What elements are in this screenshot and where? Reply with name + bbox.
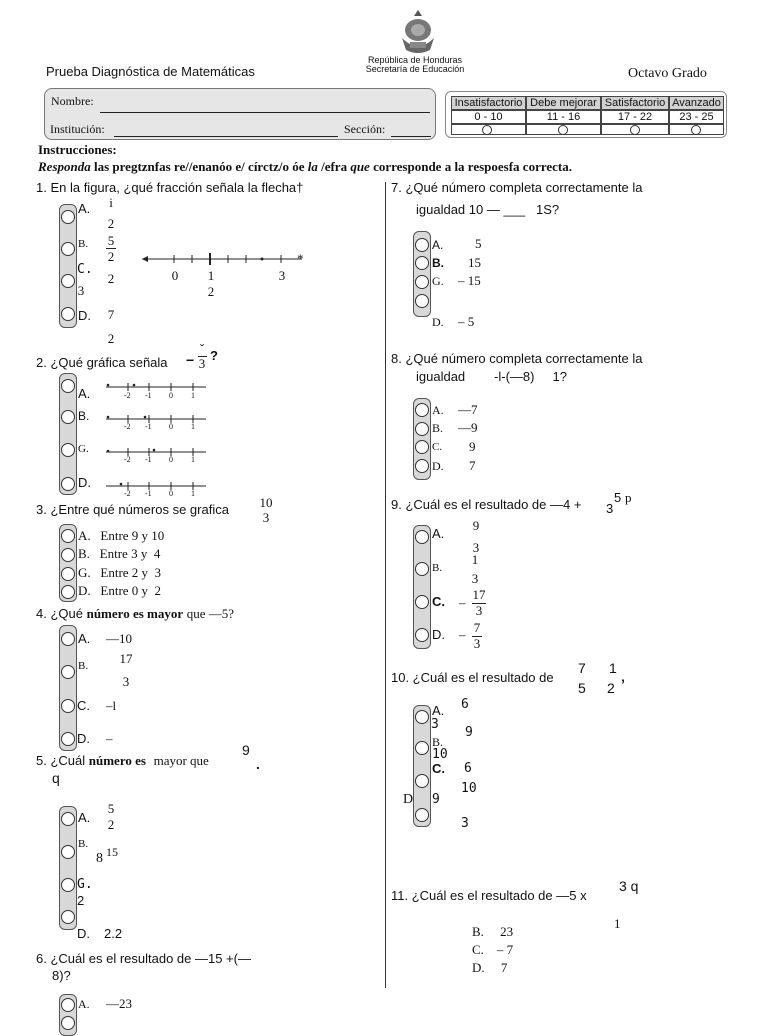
q3-option-b-bubble[interactable] xyxy=(61,548,75,562)
q7-option-b-text: 15 xyxy=(468,255,481,270)
q1-option-a-num: i xyxy=(109,195,113,210)
q1-option-a-label: A. xyxy=(78,201,91,216)
q9-option-d-num: 7 xyxy=(473,620,481,635)
q3-option-a-bubble[interactable] xyxy=(61,529,75,543)
q8-option-c-bubble[interactable] xyxy=(415,440,429,454)
tick-label: -1 xyxy=(145,422,152,431)
q2-option-a-bubble[interactable] xyxy=(61,379,75,393)
q4-option-b-num: 17 xyxy=(119,651,133,666)
score-range: 17 - 22 xyxy=(601,110,669,124)
score-range: 11 - 16 xyxy=(526,110,601,124)
q10-option-b-den: 10 xyxy=(432,747,448,762)
q5-frac-num: 9 xyxy=(242,742,250,758)
tick-label: 0 xyxy=(169,422,173,431)
tick-label: -1 xyxy=(145,391,152,400)
q1-axis-2: 2 xyxy=(207,284,215,299)
instructions-title: Instrucciones: xyxy=(38,142,117,157)
q9-option-a-bubble[interactable] xyxy=(415,530,429,544)
q5-option-a-num: 5 xyxy=(107,801,115,816)
q8-option-d-label: D. xyxy=(432,459,444,473)
q5-option-c-label: G. xyxy=(77,877,93,892)
q10-option-a-den: 3 xyxy=(431,717,439,732)
tick-label: -2 xyxy=(124,489,131,498)
score-bubble[interactable] xyxy=(558,125,568,135)
option-text: Entre 2 y 3 xyxy=(100,565,162,580)
q2-frac-num: ˇ xyxy=(199,341,205,356)
q4-option-b-label: B. xyxy=(78,660,89,672)
q1-option-c-num: 3 xyxy=(77,283,85,298)
q3-frac-num: 10 xyxy=(259,495,273,510)
tick-label: 1 xyxy=(191,489,195,498)
q2-frac-end: ? xyxy=(210,348,218,363)
q9-option-c-label: C. xyxy=(432,594,445,609)
q1-number-line xyxy=(138,252,308,266)
q7-line2: igualdad 10 — ___ 1S? xyxy=(416,202,560,217)
q5-prefix: 5. ¿Cuál xyxy=(36,753,86,768)
q7-option-a-bubble[interactable] xyxy=(415,238,429,252)
q5-option-d-text: 2.2 xyxy=(104,926,123,941)
name-field[interactable] xyxy=(100,112,430,113)
column-divider xyxy=(385,182,386,988)
q2-option-b-label: B. xyxy=(78,409,90,423)
q1-option-b-num: 5 xyxy=(107,233,115,248)
q10-option-d-label: D xyxy=(403,792,414,807)
q9-frac-num: 5 xyxy=(614,490,622,505)
q3-frac-den: 3 xyxy=(262,510,270,525)
q10-option-a-num: 6 xyxy=(461,697,469,712)
q8-option-c-text: 9 xyxy=(469,439,476,454)
q10-frac1-den: 5 xyxy=(578,680,586,696)
q4-bold: número es mayor xyxy=(86,606,184,621)
q8-option-d-text: 7 xyxy=(469,458,476,473)
q2-option-d-bubble[interactable] xyxy=(61,477,75,491)
tick-label: 0 xyxy=(169,455,173,464)
ministry-text: Secretaría de Educación xyxy=(365,64,465,74)
q3-text: 3. ¿Entre qué números se grafica xyxy=(36,502,229,517)
q9-option-b-num: 1 xyxy=(471,552,479,567)
q2-option-c-label: G. xyxy=(78,443,89,455)
section-label: Sección: xyxy=(344,122,386,136)
q2-option-d-label: D. xyxy=(78,475,91,490)
q10-option-c-den: 10 xyxy=(461,781,477,796)
q4-prefix: 4. ¿Qué xyxy=(36,606,83,621)
q2-frac-sign: − xyxy=(186,352,195,368)
q10-option-d-num: 9 xyxy=(432,792,440,807)
q5-option-c-text: 2 xyxy=(77,893,85,908)
q4-option-b-den: 3 xyxy=(122,674,130,689)
q8-option-b-bubble[interactable] xyxy=(415,422,429,436)
option-text: Entre 9 y 10 xyxy=(100,528,165,543)
exam-title: Prueba Diagnóstica de Matemáticas xyxy=(46,64,255,79)
q5-frac-dot: . xyxy=(256,756,260,772)
q10-option-c-bubble[interactable] xyxy=(415,774,429,788)
q1-text: 1. En la figura, ¿qué fracción señala la flecha† xyxy=(36,180,304,195)
q8-option-b-text: —9 xyxy=(458,420,478,435)
option-label: G. xyxy=(78,565,91,580)
q1-axis-1: 1 xyxy=(207,268,215,283)
q10-comma: ’ xyxy=(621,676,625,692)
q10-option-b-num: 9 xyxy=(465,725,473,740)
q4-option-b-bubble[interactable] xyxy=(61,665,75,679)
q9-option-d-den: 3 xyxy=(473,636,481,651)
q3-option-c xyxy=(78,565,161,581)
instructions-verb: Responda xyxy=(38,159,91,174)
q5-suffix: mayor que xyxy=(153,753,209,768)
q10-option-a-bubble[interactable] xyxy=(415,710,429,724)
instructions-que: que xyxy=(350,159,370,174)
q9-option-d-sign: – xyxy=(459,627,466,642)
q6-line1: 6. ¿Cuál es el resultado de —15 +(— xyxy=(36,951,251,966)
q8-option-a-text: —7 xyxy=(458,402,478,417)
q5-option-b-bubble[interactable] xyxy=(61,845,75,859)
q1-option-d-label: D. xyxy=(78,308,91,323)
q1-axis-star: * xyxy=(297,251,304,266)
q1-option-c-label: C. xyxy=(77,262,93,277)
q7-option-c-label: G. xyxy=(432,274,444,288)
q10-option-d-den: 3 xyxy=(461,816,469,831)
instructions-part-b: /efra xyxy=(321,159,348,174)
q1-option-b-den: 2 xyxy=(107,249,115,264)
q8-option-a-label: A. xyxy=(432,403,444,417)
q4-text xyxy=(36,606,234,622)
tick-label: 0 xyxy=(169,489,173,498)
q5-option-b-text: 8 xyxy=(96,851,103,866)
q10-option-c-label: C. xyxy=(432,761,445,776)
score-bubble[interactable] xyxy=(630,125,640,135)
institution-label: Institución: xyxy=(50,122,105,136)
q5-option-b-sup: 15 xyxy=(106,845,118,859)
q7-option-d-text: – 5 xyxy=(458,314,475,329)
q2-option-c-bubble[interactable] xyxy=(61,443,75,457)
q9-option-d-bubble[interactable] xyxy=(415,628,429,642)
tick-label: -2 xyxy=(124,422,131,431)
q7-option-d-label: D. xyxy=(432,315,444,329)
q9-option-b-label: B. xyxy=(432,562,443,574)
institution-field[interactable] xyxy=(114,136,338,137)
q1-option-c-den: 2 xyxy=(107,271,115,286)
q9-frac-den: 3 xyxy=(606,501,614,516)
q6-line2: 8)? xyxy=(52,968,71,983)
q10-option-b-label: B. xyxy=(432,735,444,749)
option-label: B. xyxy=(78,546,90,561)
q2-option-b-bubble[interactable] xyxy=(61,410,75,424)
q4-option-d-label: D. xyxy=(77,731,90,746)
q4-option-a-text: —10 xyxy=(106,631,132,646)
q2-frac-den: 3 xyxy=(198,356,206,371)
q1-option-a-bubble[interactable] xyxy=(61,210,75,224)
q10-option-d-bubble[interactable] xyxy=(415,808,429,822)
q5-bold: número es xyxy=(88,753,146,768)
option-label: D. xyxy=(78,583,91,598)
score-range: 0 - 10 xyxy=(451,110,526,124)
option-label: D. xyxy=(472,960,485,975)
q1-option-b-label: B. xyxy=(78,238,89,250)
instructions-text xyxy=(38,159,572,175)
q5-option-c-bubble[interactable] xyxy=(61,878,75,892)
q2-option-a-label: A. xyxy=(78,386,91,401)
score-bubble[interactable] xyxy=(691,125,701,135)
q9-option-c-bubble[interactable] xyxy=(415,595,429,609)
republic-text: República de Honduras xyxy=(367,55,463,65)
q3-option-b xyxy=(78,546,160,562)
score-level-label: Satisfactorio xyxy=(601,96,669,110)
tick-label: 1 xyxy=(191,391,195,400)
q8-line1: 8. ¿Qué número completa correctamente la xyxy=(391,351,643,366)
q1-option-a-den: 2 xyxy=(107,216,115,231)
q3-option-d-bubble[interactable] xyxy=(61,585,75,599)
q9-option-c-den: 3 xyxy=(475,603,483,618)
score-level-label: Avanzado xyxy=(669,96,724,110)
q11-text: 11. ¿Cuál es el resultado de —5 x xyxy=(391,888,587,903)
option-text: Entre 3 y 4 xyxy=(99,546,161,561)
q6-option-a-text: —23 xyxy=(106,996,132,1011)
option-text: – 7 xyxy=(496,942,514,957)
q11-option-c xyxy=(472,942,513,958)
q7-option-d-bubble[interactable] xyxy=(415,294,429,308)
q5-frac-den: q xyxy=(52,770,60,786)
instructions-la: la xyxy=(307,159,318,174)
q1-option-d-num: 7 xyxy=(107,307,115,322)
option-text: 23 xyxy=(500,924,514,939)
q5-option-a-label: A. xyxy=(78,810,91,825)
q1-option-d-bubble[interactable] xyxy=(61,307,75,321)
score-level-label: Debe mejorar xyxy=(526,96,601,110)
q4-option-c-label: C. xyxy=(77,698,90,713)
section-field[interactable] xyxy=(391,136,431,137)
q11-frac-num: 3 q xyxy=(619,878,639,894)
q9-text: 9. ¿Cuál es el resultado de —4 + xyxy=(391,497,582,512)
q1-axis-0: 0 xyxy=(171,268,179,283)
q9-option-d-label: D. xyxy=(432,627,445,642)
q4-suffix: que —5? xyxy=(186,606,235,621)
q6-option-b-bubble[interactable] xyxy=(61,1016,75,1030)
score-bubble[interactable] xyxy=(482,125,492,135)
tick-label: -1 xyxy=(145,489,152,498)
q5-option-a-bubble[interactable] xyxy=(61,812,75,826)
q9-option-a-label: A. xyxy=(432,526,445,541)
tick-label: 0 xyxy=(169,391,173,400)
q5-option-d-label: D. xyxy=(77,926,90,941)
q4-option-d-bubble[interactable] xyxy=(61,732,75,746)
tick-label: -1 xyxy=(145,455,152,464)
q11-frac-den: 1 xyxy=(614,916,621,931)
q7-option-b-bubble[interactable] xyxy=(415,256,429,270)
q5-text xyxy=(36,753,209,769)
q11-option-b xyxy=(472,924,513,940)
q10-frac2-den: 2 xyxy=(607,680,615,696)
option-text: 7 xyxy=(500,960,508,975)
q9-option-b-den: 3 xyxy=(471,571,479,586)
q4-option-a-label: A. xyxy=(78,631,91,646)
name-label: Nombre: xyxy=(51,94,94,108)
q10-frac2-num: 1 xyxy=(609,660,617,676)
q3-option-c-bubble[interactable] xyxy=(61,567,75,581)
instructions-part-c: corresponde a la respoesfa correcta. xyxy=(373,159,573,174)
tick-label: -2 xyxy=(124,391,131,400)
q8-option-d-bubble[interactable] xyxy=(415,459,429,473)
coat-of-arms-logo xyxy=(396,8,440,56)
q4-option-a-bubble[interactable] xyxy=(61,632,75,646)
q5-option-b-label: B. xyxy=(78,838,89,850)
q4-option-c-bubble[interactable] xyxy=(61,699,75,713)
tick-label: 1 xyxy=(191,455,195,464)
option-label: B. xyxy=(472,924,484,939)
q7-option-a-label: A. xyxy=(432,238,444,252)
q10-frac1-num: 7 xyxy=(578,660,586,676)
q1-option-c-bubble[interactable] xyxy=(61,274,75,288)
score-level-label: Insatisfactorio xyxy=(451,96,526,110)
q5-option-a-den: 2 xyxy=(107,817,115,832)
q7-option-c-text: – 15 xyxy=(458,273,481,288)
q9-frac-p: p xyxy=(625,490,632,505)
q1-option-b-bubble[interactable] xyxy=(61,242,75,256)
q8-line2: igualdad -l-(—8) 1? xyxy=(416,369,568,384)
q9-option-c-sign: – xyxy=(459,595,466,610)
q10-text: 10. ¿Cuál es el resultado de xyxy=(391,670,554,685)
q7-option-a-text: 5 xyxy=(475,236,482,251)
q6-option-a-label: A. xyxy=(78,997,90,1011)
q7-option-b-label: B. xyxy=(432,256,444,270)
q6-option-a-bubble[interactable] xyxy=(61,998,75,1012)
q10-option-b-bubble[interactable] xyxy=(415,741,429,755)
q9-option-c-num: 17 xyxy=(472,587,486,602)
q5-option-d-bubble[interactable] xyxy=(61,910,75,924)
score-range: 23 - 25 xyxy=(669,110,724,124)
q8-option-a-bubble[interactable] xyxy=(415,403,429,417)
option-label: A. xyxy=(78,528,91,543)
q7-line1: 7. ¿Qué número completa correctamente la xyxy=(391,180,643,195)
q8-option-b-label: B. xyxy=(432,421,444,435)
q11-option-d xyxy=(472,960,507,976)
option-label: C. xyxy=(472,942,484,957)
q8-option-c-label: C. xyxy=(432,441,443,453)
q10-option-a-label: A. xyxy=(432,703,445,718)
q9-option-b-bubble[interactable] xyxy=(415,562,429,576)
q2-text: 2. ¿Qué gráfica señala xyxy=(36,355,168,370)
q9-option-a-den: 3 xyxy=(472,540,480,555)
option-text: Entre 0 y 2 xyxy=(100,583,162,598)
q10-option-c-num: 6 xyxy=(464,761,472,776)
q4-option-c-text: –l xyxy=(106,698,117,713)
q3-option-a xyxy=(78,528,164,544)
tick-label: 1 xyxy=(191,422,195,431)
q3-option-d xyxy=(78,583,161,599)
grade-label: Octavo Grado xyxy=(628,66,707,81)
instructions-part-a: las pregtznfas re//enanóo e/ círctz/o óe xyxy=(93,159,305,174)
q4-option-d-text: – xyxy=(106,731,113,746)
q1-option-d-den: 2 xyxy=(107,331,115,346)
q9-option-a-num: 9 xyxy=(472,518,480,533)
q1-axis-3: 3 xyxy=(278,268,286,283)
q7-option-c-bubble[interactable] xyxy=(415,275,429,289)
tick-label: -2 xyxy=(124,455,131,464)
